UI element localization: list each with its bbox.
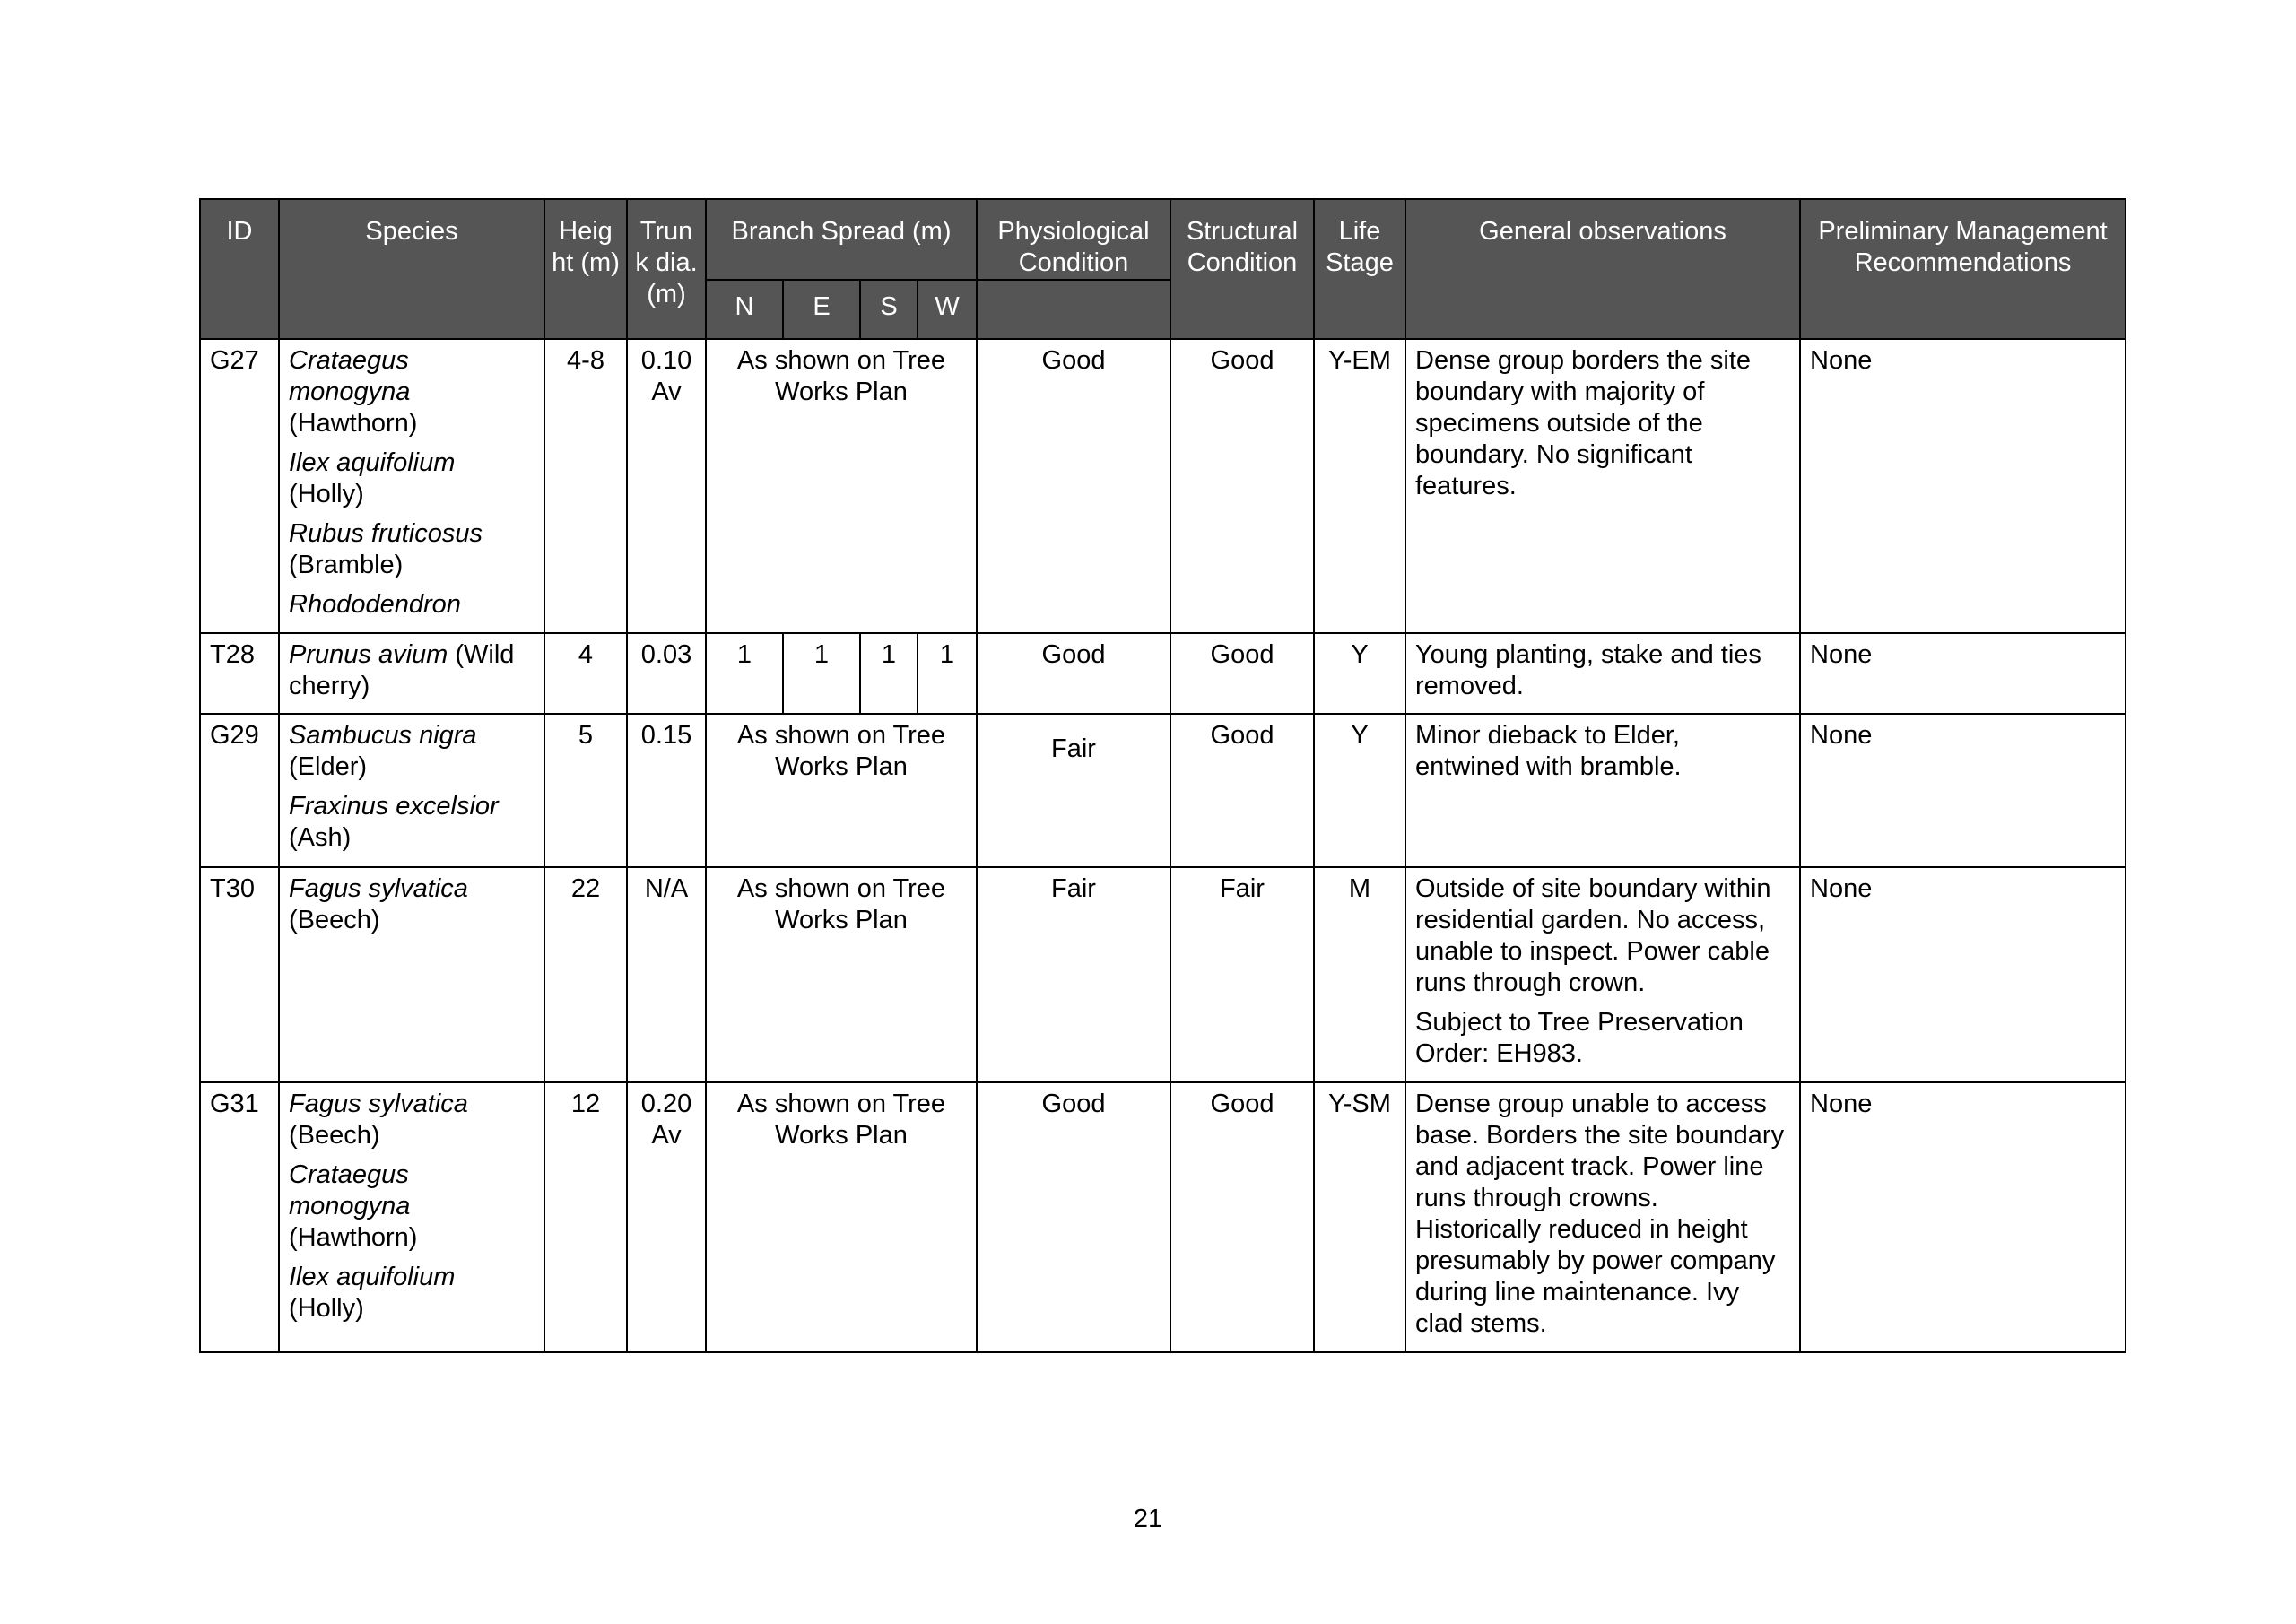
species-latin: Rubus fruticosus (289, 519, 483, 548)
observation-text: Dense group borders the site boundary with majority of specimens outside of the boundary. No significant features. (1415, 346, 1751, 500)
table-row (200, 633, 2126, 714)
trunk-cell: 0.15 (627, 714, 706, 867)
row-id: T28 (200, 633, 279, 714)
species-common: (Elder) (289, 752, 368, 781)
observation-text: Minor dieback to Elder, entwined with bramble. (1415, 721, 1682, 781)
spread-west-cell: 1 (918, 633, 977, 714)
physiological-cell: Good (977, 633, 1170, 714)
life-stage-cell: Y (1314, 714, 1405, 867)
life-stage-cell: Y-SM (1314, 1082, 1405, 1352)
header-branch-spread: Branch Spread (m) (706, 199, 977, 280)
trunk-cell: N/A (627, 867, 706, 1082)
species-common: (Holly) (289, 480, 364, 508)
row-id: G31 (200, 1082, 279, 1352)
species-common: (Hawthorn) (289, 1223, 418, 1252)
header-height: Heig ht (m) (544, 199, 627, 339)
life-stage-cell: M (1314, 867, 1405, 1082)
spread-south-cell: 1 (860, 633, 918, 714)
tree-survey-table (199, 198, 2126, 1353)
table-body (200, 339, 2126, 1352)
height-cell: 5 (544, 714, 627, 867)
species-latin: Rhododendron (289, 590, 461, 619)
species-latin: Crataegus monogyna (289, 1160, 411, 1220)
species-common: (Beech) (289, 906, 380, 934)
species-latin: Fagus sylvatica (289, 874, 468, 903)
recommendation-cell: None (1800, 633, 2126, 714)
species-entry (289, 1159, 535, 1254)
species-common: (Wild cherry) (289, 640, 515, 700)
header-id: ID (200, 199, 279, 339)
life-stage-cell: Y-EM (1314, 339, 1405, 633)
observation-text: Young planting, stake and ties removed. (1415, 640, 1761, 700)
species-cell (279, 339, 544, 633)
height-cell: 4-8 (544, 339, 627, 633)
header-management-recommendations: Preliminary Management Recommendations (1800, 199, 2126, 339)
structural-cell: Good (1170, 339, 1314, 633)
header-spread-south: S (860, 280, 918, 339)
species-cell (279, 1082, 544, 1352)
physiological-cell (977, 714, 1170, 867)
structural-cell: Good (1170, 633, 1314, 714)
header-species: Species (279, 199, 544, 339)
table-row (200, 339, 2126, 633)
observations-cell (1405, 714, 1800, 867)
header-spread-east: E (783, 280, 860, 339)
physiological-cell: Fair (977, 867, 1170, 1082)
header-row (200, 199, 2126, 280)
species-common: (Hawthorn) (289, 409, 418, 438)
header-trunk-diameter: Trun k dia. (m) (627, 199, 706, 339)
height-cell: 22 (544, 867, 627, 1082)
observation-text: Subject to Tree Preservation Order: EH983. (1415, 1008, 1744, 1068)
species-entry (289, 1262, 535, 1324)
structural-cell: Good (1170, 1082, 1314, 1352)
species-latin: Ilex aquifolium (289, 1263, 456, 1291)
recommendation-cell: None (1800, 867, 2126, 1082)
species-entry (289, 791, 535, 854)
species-common: (Beech) (289, 1121, 380, 1150)
species-entry (289, 518, 535, 581)
header-physiological-blank (977, 280, 1170, 339)
physiological-cell: Good (977, 339, 1170, 633)
table-row (200, 714, 2126, 867)
species-latin: Prunus avium (289, 640, 448, 669)
row-id: T30 (200, 867, 279, 1082)
species-common: (Holly) (289, 1294, 364, 1323)
header-general-observations: General observations (1405, 199, 1800, 339)
species-latin: Sambucus nigra (289, 721, 477, 750)
table-header (200, 199, 2126, 339)
observations-cell (1405, 633, 1800, 714)
header-structural-condition: Structural Condition (1170, 199, 1314, 339)
spread-east-cell: 1 (783, 633, 860, 714)
observations-cell (1405, 339, 1800, 633)
observation-text: Dense group unable to access base. Borders the site boundary and adjacent track. Power line runs through crowns. Historically reduced in height presumably by power company during line maintenance. Ivy clad stems. (1415, 1090, 1785, 1338)
header-life-stage: Life Stage (1314, 199, 1405, 339)
recommendation-cell: None (1800, 339, 2126, 633)
row-id: G29 (200, 714, 279, 867)
branch-spread-cell: As shown on Tree Works Plan (706, 339, 977, 633)
structural-cell: Fair (1170, 867, 1314, 1082)
observations-cell (1405, 1082, 1800, 1352)
height-cell: 12 (544, 1082, 627, 1352)
observation-text: Outside of site boundary within residential garden. No access, unable to inspect. Power cable runs through crown. (1415, 874, 1771, 997)
height-cell: 4 (544, 633, 627, 714)
species-entry (289, 1089, 535, 1151)
row-id: G27 (200, 339, 279, 633)
species-entry (289, 639, 535, 702)
species-latin: Fraxinus excelsior (289, 792, 499, 821)
species-cell (279, 633, 544, 714)
physiological-value: Fair (1051, 734, 1096, 763)
species-entry (289, 345, 535, 439)
species-common: (Ash) (289, 823, 352, 852)
trunk-cell: 0.20 Av (627, 1082, 706, 1352)
trunk-cell: 0.10 Av (627, 339, 706, 633)
spread-north-cell: 1 (706, 633, 783, 714)
life-stage-cell: Y (1314, 633, 1405, 714)
recommendation-cell: None (1800, 1082, 2126, 1352)
header-physiological-condition: Physiological Condition (977, 199, 1170, 280)
species-latin: Crataegus monogyna (289, 346, 411, 406)
species-entry (289, 873, 535, 936)
header-spread-north: N (706, 280, 783, 339)
species-entry (289, 447, 535, 510)
table-row (200, 1082, 2126, 1352)
branch-spread-cell: As shown on Tree Works Plan (706, 714, 977, 867)
trunk-cell: 0.03 (627, 633, 706, 714)
species-common: (Bramble) (289, 551, 404, 579)
page-number: 21 (1133, 1505, 1163, 1533)
header-spread-west: W (918, 280, 977, 339)
recommendation-cell: None (1800, 714, 2126, 867)
table-row (200, 867, 2126, 1082)
species-entry (289, 589, 535, 621)
species-cell (279, 867, 544, 1082)
branch-spread-cell: As shown on Tree Works Plan (706, 867, 977, 1082)
structural-cell: Good (1170, 714, 1314, 867)
species-latin: Ilex aquifolium (289, 448, 456, 477)
branch-spread-cell: As shown on Tree Works Plan (706, 1082, 977, 1352)
physiological-cell: Good (977, 1082, 1170, 1352)
species-entry (289, 720, 535, 783)
species-latin: Fagus sylvatica (289, 1090, 468, 1118)
observations-cell (1405, 867, 1800, 1082)
species-cell (279, 714, 544, 867)
